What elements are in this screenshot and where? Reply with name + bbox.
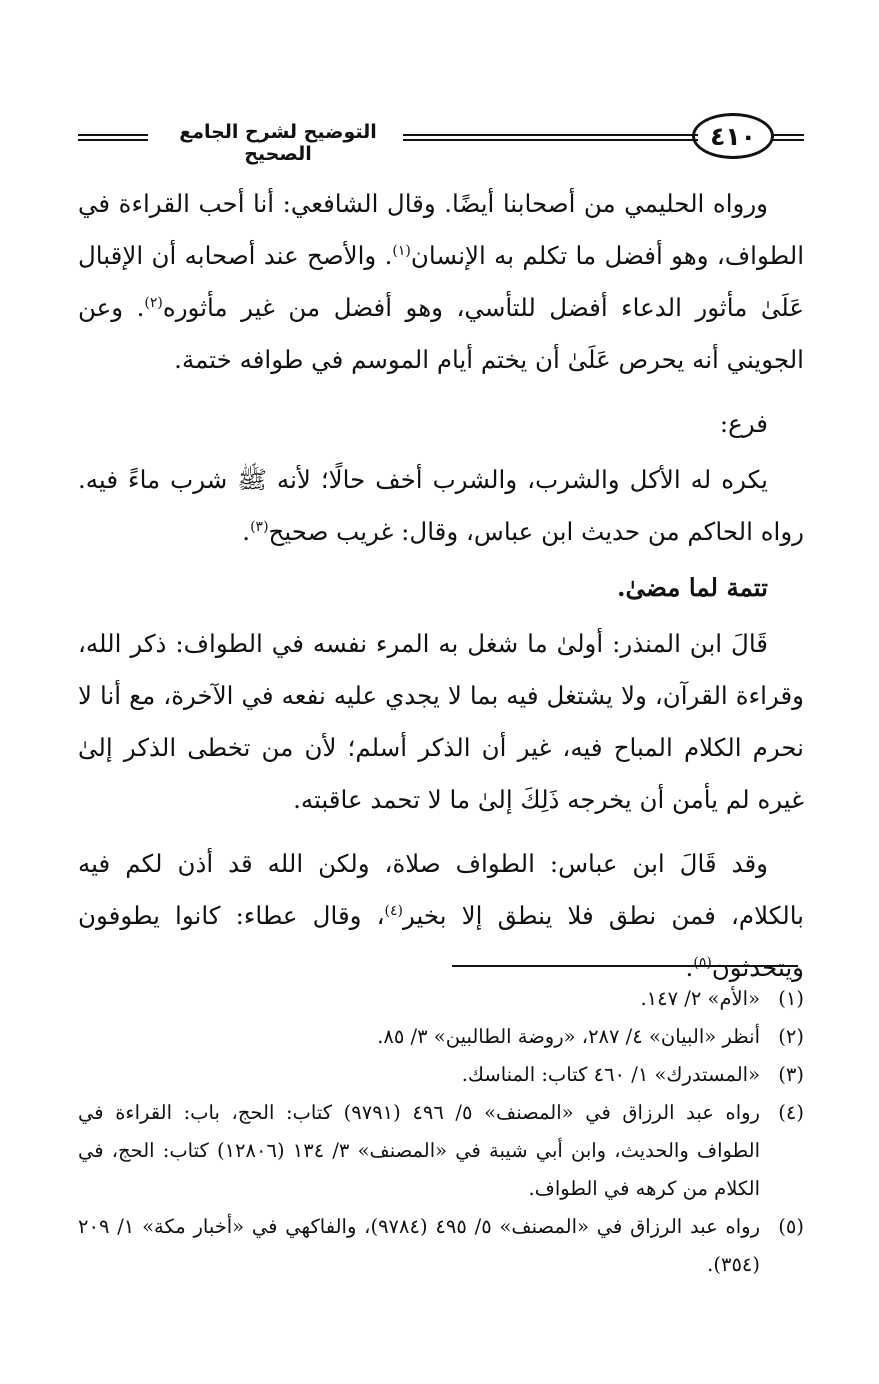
footnote-5 [78,1208,804,1284]
footnote-3 [78,1056,804,1094]
paragraph-4 [78,838,804,994]
footnote-text: رواه عبد الرزاق في «المصنف» ٥/ ٤٩٥ (٩٧٨٤)، والفاكهي في «أخبار مكة» ١/ ٢٠٩ (٣٥٤). [78,1215,760,1276]
paragraph-4-part-a: وقد قَالَ ابن عباس: الطواف صلاة، ولكن الله قد أذن لكم فيه بالكلام، فمن نطق فلا ينطق إلا بخير [78,849,804,930]
footnote-text: رواه عبد الرزاق في «المصنف» ٥/ ٤٩٦ (٩٧٩١) كتاب: الحج، باب: القراءة في الطواف والحديث، وابن أبي شيبة في «المصنف» ٣/ ١٣٤ (١٢٨٠٦) كتاب: الحج، في الكلام من كرهه في الطواف. [78,1101,760,1200]
footnote-ref-5[interactable]: (٥) [693,954,712,971]
section-heading-far: فرع: [719,409,768,438]
footnote-text: «المستدرك» ١/ ٤٦٠ كتاب: المناسك. [461,1063,760,1086]
paragraph-1 [78,178,804,386]
paragraph-4-part-c: . [685,953,694,982]
header-rule-right [772,134,804,141]
footnote-4 [78,1094,804,1208]
footnote-text: «الأم» ٢/ ١٤٧. [640,987,760,1010]
header-rule-left [78,134,148,141]
paragraph-4-part-b: ، وقال عطاء: كانوا يطوفون ويتحدثون [78,901,804,982]
footnote-number: (١) [778,987,804,1010]
footnote-separator [452,965,798,967]
section-heading-tatimma: تتمة لما مضىٰ. [617,573,768,602]
footnote-ref-3[interactable]: (٣) [250,518,269,535]
page-number: ٤١٠ [710,121,756,151]
paragraph-1-part-c: . وعن الجويني أنه يحرص عَلَىٰ أن يختم أيام الموسم في طوافه ختمة. [78,293,804,374]
paragraph-1-part-a: ورواه الحليمي من أصحابنا أيضًا. وقال الشافعي: أنا أحب القراءة في الطواف، وهو أفضل ما تكلم به الإنسان [78,189,805,270]
paragraph-3: قَالَ ابن المنذر: أولىٰ ما شغل به المرء نفسه في الطواف: ذكر الله، وقراءة القرآن، ولا يشتغل فيه بما لا يجدي عليه نفعه في الآخرة، مع أنا لا نحرم الكلام المباح فيه، غير أن الذكر أسلم؛ لأن من تخطى الذكر إلىٰ غيره لم يأمن أن يخرجه ذَلِكَ إلىٰ ما لا تحمد عاقبته. [78,629,804,814]
paragraph-1-part-b: . والأصح عند أصحابه أن الإقبال عَلَىٰ مأثور الدعاء أفضل للتأسي، وهو أفضل من غير مأثوره [78,241,804,322]
footnote-text: أنظر «البيان» ٤/ ٢٨٧، «روضة الطالبين» ٣/ ٨٥. [377,1025,760,1048]
page-header [78,112,804,165]
footnote-1 [78,980,804,1018]
footnote-ref-4[interactable]: (٤) [384,902,403,919]
footnote-number: (٣) [778,1063,804,1086]
footnote-ref-1[interactable]: (١) [392,242,411,259]
footnote-number: (٢) [778,1025,804,1048]
paragraph-2 [78,454,804,558]
running-title: التوضيح لشرح الجامع الصحيح [179,121,377,165]
footnote-number: (٤) [778,1101,804,1124]
paragraph-2-part-b: . [242,517,251,546]
main-text [78,178,804,1006]
footnotes [78,980,804,1284]
paragraph-2-part-a: يكره له الأكل والشرب، والشرب أخف حالًا؛ لأنه ﷺ شرب ماءً فيه. رواه الحاكم من حديث ابن عباس، وقال: غريب صحيح [78,465,804,546]
footnote-number: (٥) [778,1215,804,1238]
header-rule-middle [403,134,698,141]
footnote-2 [78,1018,804,1056]
page-number-badge [692,113,774,159]
footnote-ref-2[interactable]: (٢) [144,294,163,311]
